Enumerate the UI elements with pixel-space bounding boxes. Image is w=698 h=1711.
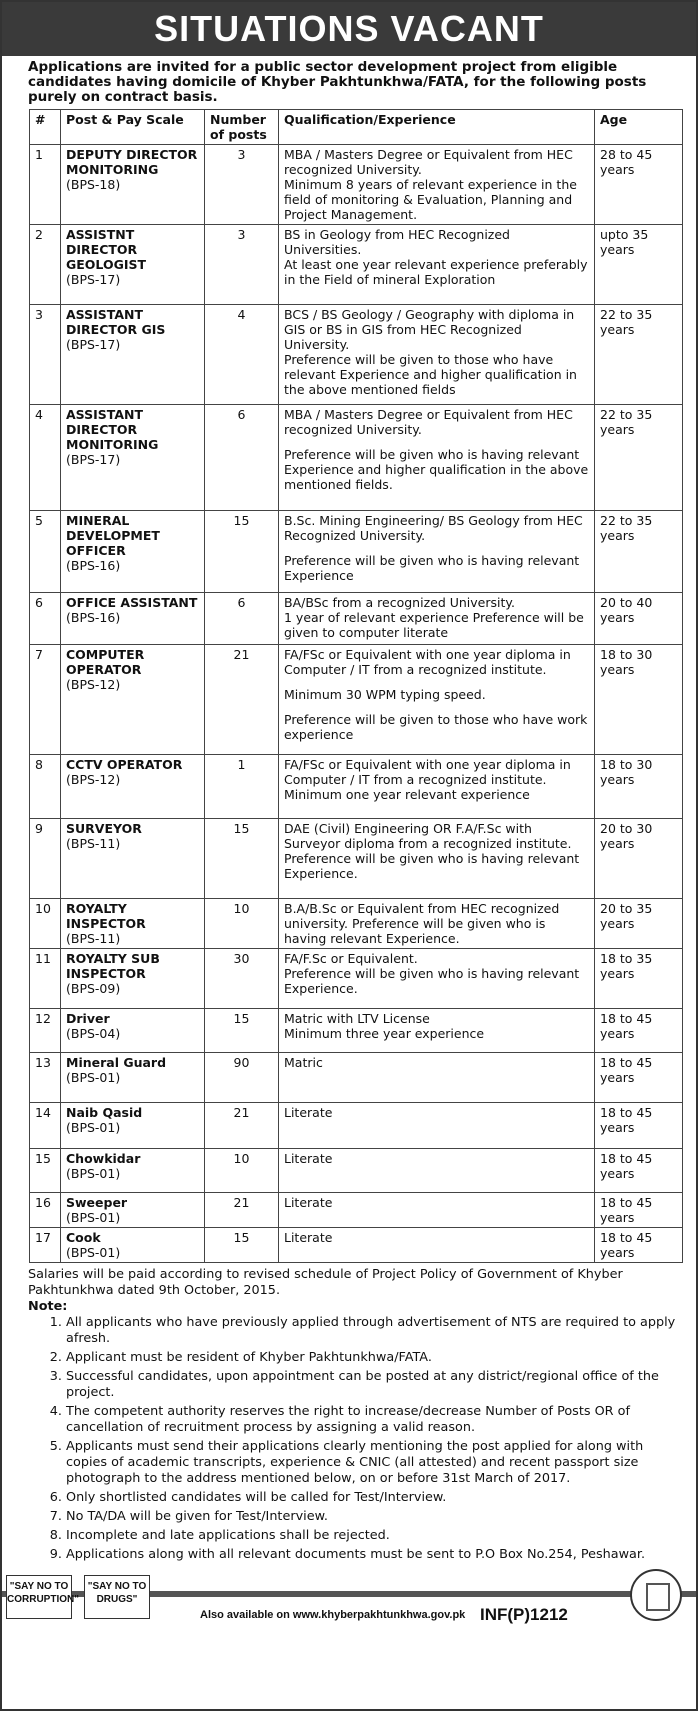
post-title: ROYALTY INSPECTOR: [66, 901, 146, 931]
post-cell: [61, 225, 205, 305]
page-title: SITUATIONS VACANT: [2, 2, 696, 56]
post-title: SURVEYOR: [66, 821, 142, 836]
pay-scale: (BPS-17): [66, 452, 121, 467]
age-limit: 18 to 45 years: [595, 1103, 683, 1149]
notes-list: [28, 1315, 678, 1563]
row-number: 7: [30, 645, 61, 755]
posts-count: 10: [205, 1149, 279, 1193]
pay-scale: (BPS-01): [66, 1210, 121, 1225]
qualification-line: FA/FSc or Equivalent with one year diploma in Computer / IT from a recognized institute.: [284, 757, 571, 787]
row-number: 14: [30, 1103, 61, 1149]
posts-count: 1: [205, 755, 279, 819]
qualification-line: Preference will be given to those who have relevant Experience and higher qualification in the above mentioned fields: [284, 352, 577, 397]
qualification-cell: [279, 645, 595, 755]
posts-count: 6: [205, 405, 279, 511]
intro-text: Applications are invited for a public sector development project from eligible candidates having domicile of Khyber Pakhtunkhwa/FATA, for the following posts purely on contract basis.: [28, 59, 647, 105]
row-number: 6: [30, 593, 61, 645]
reference-number: INF(P)1212: [480, 1605, 568, 1624]
note-item: 3. Successful candidates, upon appointment can be posted at any district/regional office of the project.: [66, 1369, 678, 1401]
pay-scale: (BPS-12): [66, 772, 121, 787]
table-row: [30, 755, 683, 819]
post-title: CCTV OPERATOR: [66, 757, 183, 772]
age-limit: 18 to 45 years: [595, 1149, 683, 1193]
age-limit: 20 to 35 years: [595, 899, 683, 949]
pay-scale: (BPS-12): [66, 677, 121, 692]
post-cell: [61, 1193, 205, 1228]
table-row: [30, 1103, 683, 1149]
pay-scale: (BPS-11): [66, 931, 121, 946]
qualification-line: B.A/B.Sc or Equivalent from HEC recognized university. Preference will be given who is having relevant Experience.: [284, 901, 560, 946]
table-row: [30, 593, 683, 645]
website-note: Also available on www.khyberpakhtunkhwa.gov.pk: [200, 1609, 466, 1621]
post-cell: [61, 1228, 205, 1263]
age-limit: upto 35 years: [595, 225, 683, 305]
posts-count: 15: [205, 819, 279, 899]
post-cell: [61, 1009, 205, 1053]
pay-scale: (BPS-16): [66, 558, 121, 573]
row-number: 15: [30, 1149, 61, 1193]
table-row: [30, 1149, 683, 1193]
qualification-cell: [279, 305, 595, 405]
qualification-cell: [279, 755, 595, 819]
notes-section: [28, 1267, 678, 1563]
age-limit: 18 to 35 years: [595, 949, 683, 1009]
post-title: ASSISTANT DIRECTOR MONITORING: [66, 407, 159, 452]
header-number: #: [30, 110, 61, 145]
pay-scale: (BPS-16): [66, 610, 121, 625]
pay-scale: (BPS-11): [66, 836, 121, 851]
post-cell: [61, 949, 205, 1009]
row-number: 1: [30, 145, 61, 225]
qualification-cell: [279, 511, 595, 593]
post-cell: [61, 899, 205, 949]
post-cell: [61, 755, 205, 819]
age-limit: 20 to 40 years: [595, 593, 683, 645]
qualification-cell: [279, 1103, 595, 1149]
row-number: 17: [30, 1228, 61, 1263]
note-item: 6. Only shortlisted candidates will be called for Test/Interview.: [66, 1490, 678, 1506]
qualification-line: Literate: [284, 1230, 333, 1245]
qualification-line: 1 year of relevant experience Preference will be given to computer literate: [284, 610, 584, 640]
age-limit: 18 to 45 years: [595, 1053, 683, 1103]
posts-count: 15: [205, 511, 279, 593]
table-row: [30, 511, 683, 593]
posts-count: 6: [205, 593, 279, 645]
qualification-line: Minimum three year experience: [284, 1026, 485, 1041]
qualification-line: At least one year relevant experience preferably in the Field of mineral Exploration: [284, 257, 588, 287]
table-row: [30, 645, 683, 755]
pay-scale: (BPS-18): [66, 177, 121, 192]
age-limit: 22 to 35 years: [595, 305, 683, 405]
qualification-line: FA/FSc or Equivalent with one year diploma in Computer / IT from a recognized institute.: [284, 647, 571, 677]
qualification-line: DAE (Civil) Engineering OR F.A/F.Sc with Surveyor diploma from a recognized institute.: [284, 821, 572, 851]
qualification-line: Minimum 30 WPM typing speed.: [284, 687, 486, 702]
qualification-cell: [279, 1053, 595, 1103]
post-title: ASSISTNT DIRECTOR GEOLOGIST: [66, 227, 147, 272]
table-row: [30, 145, 683, 225]
post-title: ASSISTANT DIRECTOR GIS: [66, 307, 166, 337]
posts-count: 21: [205, 1193, 279, 1228]
age-limit: 22 to 35 years: [595, 511, 683, 593]
qualification-cell: [279, 1149, 595, 1193]
age-limit: 18 to 30 years: [595, 755, 683, 819]
post-title: Naib Qasid: [66, 1105, 143, 1120]
table-row: [30, 949, 683, 1009]
qualification-line: Preference will be given who is having relevant Experience.: [284, 966, 580, 996]
row-number: 16: [30, 1193, 61, 1228]
post-title: Cook: [66, 1230, 101, 1245]
qualification-line: Literate: [284, 1105, 333, 1120]
table-row: [30, 405, 683, 511]
pay-scale: (BPS-01): [66, 1120, 121, 1135]
qualification-line: Preference will be given who is having relevant Experience: [284, 553, 580, 583]
qualification-cell: [279, 593, 595, 645]
age-limit: 18 to 45 years: [595, 1193, 683, 1228]
posts-count: 3: [205, 225, 279, 305]
post-title: Chowkidar: [66, 1151, 141, 1166]
post-cell: [61, 405, 205, 511]
post-cell: [61, 305, 205, 405]
pay-scale: (BPS-09): [66, 981, 121, 996]
government-seal-icon: [630, 1569, 682, 1621]
salary-note: Salaries will be paid according to revised schedule of Project Policy of Government of Khyber Pakhtunkhwa dated 9th October, 2015.: [28, 1267, 623, 1298]
posts-count: 10: [205, 899, 279, 949]
header-qualification: Qualification/Experience: [279, 110, 595, 145]
header-post: Post & Pay Scale: [61, 110, 205, 145]
vacancies-table: [29, 109, 683, 1263]
table-row: [30, 819, 683, 899]
qualification-line: Literate: [284, 1195, 333, 1210]
post-title: ROYALTY SUB INSPECTOR: [66, 951, 160, 981]
age-limit: 18 to 30 years: [595, 645, 683, 755]
age-limit: 18 to 45 years: [595, 1009, 683, 1053]
qualification-line: Minimum one year relevant experience: [284, 787, 530, 802]
table-row: [30, 1193, 683, 1228]
table-row: [30, 1053, 683, 1103]
age-limit: 18 to 45 years: [595, 1228, 683, 1263]
qualification-line: Preference will be given who is having relevant Experience.: [284, 851, 580, 881]
notes-title: Note:: [28, 1299, 68, 1314]
age-limit: 22 to 35 years: [595, 405, 683, 511]
qualification-cell: [279, 1009, 595, 1053]
age-limit: 28 to 45 years: [595, 145, 683, 225]
row-number: 5: [30, 511, 61, 593]
table-row: [30, 1009, 683, 1053]
post-title: OFFICE ASSISTANT: [66, 595, 198, 610]
qualification-line: BCS / BS Geology / Geography with diploma in GIS or BS in GIS from HEC Recognized University.: [284, 307, 575, 352]
note-item: 5. Applicants must send their applications clearly mentioning the post applied for along with copies of academic transcripts, experience & CNIC (all attested) and recent passport size photograph to the address mentioned below, on or before 31st March of 2017.: [66, 1439, 678, 1487]
slogan-drugs: "SAY NO TO DRUGS": [84, 1575, 150, 1619]
posts-count: 21: [205, 645, 279, 755]
row-number: 13: [30, 1053, 61, 1103]
post-cell: [61, 819, 205, 899]
post-title: DEPUTY DIRECTOR MONITORING: [66, 147, 198, 177]
footer: [2, 1569, 696, 1635]
qualification-line: Minimum 8 years of relevant experience in the field of monitoring & Evaluation, Planning and Project Management.: [284, 177, 577, 222]
qualification-line: Matric: [284, 1055, 323, 1070]
note-item: 8. Incomplete and late applications shall be rejected.: [66, 1528, 678, 1544]
post-cell: [61, 1053, 205, 1103]
qualification-line: MBA / Masters Degree or Equivalent from HEC recognized University.: [284, 147, 573, 177]
posts-count: 3: [205, 145, 279, 225]
table-row: [30, 305, 683, 405]
row-number: 3: [30, 305, 61, 405]
row-number: 4: [30, 405, 61, 511]
qualification-cell: [279, 1193, 595, 1228]
header-age: Age: [595, 110, 683, 145]
qualification-line: B.Sc. Mining Engineering/ BS Geology from HEC Recognized University.: [284, 513, 583, 543]
row-number: 8: [30, 755, 61, 819]
qualification-line: Preference will be given who is having relevant Experience and higher qualification in the above mentioned fields.: [284, 447, 589, 492]
table-header-row: [30, 110, 683, 145]
post-cell: [61, 145, 205, 225]
qualification-cell: [279, 405, 595, 511]
age-limit: 20 to 30 years: [595, 819, 683, 899]
pay-scale: (BPS-01): [66, 1245, 121, 1260]
slogan-corruption: "SAY NO TO CORRUPTION": [6, 1575, 72, 1619]
post-title: Mineral Guard: [66, 1055, 167, 1070]
row-number: 10: [30, 899, 61, 949]
row-number: 9: [30, 819, 61, 899]
posts-count: 90: [205, 1053, 279, 1103]
post-title: COMPUTER OPERATOR: [66, 647, 145, 677]
qualification-line: Matric with LTV License: [284, 1011, 430, 1026]
note-item: 1. All applicants who have previously applied through advertisement of NTS are required to apply afresh.: [66, 1315, 678, 1347]
pay-scale: (BPS-17): [66, 337, 121, 352]
post-title: MINERAL DEVELOPMET OFFICER: [66, 513, 160, 558]
post-cell: [61, 511, 205, 593]
post-cell: [61, 1149, 205, 1193]
posts-count: 15: [205, 1228, 279, 1263]
row-number: 2: [30, 225, 61, 305]
qualification-line: BS in Geology from HEC Recognized Universities.: [284, 227, 510, 257]
note-item: 9. Applications along with all relevant documents must be sent to P.O Box No.254, Peshawar.: [66, 1547, 678, 1563]
table-row: [30, 899, 683, 949]
posts-count: 30: [205, 949, 279, 1009]
post-cell: [61, 645, 205, 755]
header-posts-count: Number of posts: [205, 110, 279, 145]
posts-count: 21: [205, 1103, 279, 1149]
qualification-line: MBA / Masters Degree or Equivalent from HEC recognized University.: [284, 407, 573, 437]
posts-count: 15: [205, 1009, 279, 1053]
pay-scale: (BPS-04): [66, 1026, 121, 1041]
qualification-line: FA/F.Sc or Equivalent.: [284, 951, 418, 966]
post-cell: [61, 593, 205, 645]
post-title: Sweeper: [66, 1195, 128, 1210]
qualification-line: Preference will be given to those who have work experience: [284, 712, 588, 742]
post-cell: [61, 1103, 205, 1149]
note-item: 2. Applicant must be resident of Khyber Pakhtunkhwa/FATA.: [66, 1350, 678, 1366]
qualification-line: Literate: [284, 1151, 333, 1166]
qualification-line: BA/BSc from a recognized University.: [284, 595, 515, 610]
post-title: Driver: [66, 1011, 110, 1026]
qualification-cell: [279, 1228, 595, 1263]
note-item: 4. The competent authority reserves the right to increase/decrease Number of Posts OR of cancellation of recruitment process by assigning a valid reason.: [66, 1404, 678, 1436]
table-row: [30, 1228, 683, 1263]
row-number: 12: [30, 1009, 61, 1053]
pay-scale: (BPS-01): [66, 1070, 121, 1085]
qualification-cell: [279, 145, 595, 225]
pay-scale: (BPS-17): [66, 272, 121, 287]
qualification-cell: [279, 225, 595, 305]
table-row: [30, 225, 683, 305]
qualification-cell: [279, 899, 595, 949]
posts-count: 4: [205, 305, 279, 405]
qualification-cell: [279, 949, 595, 1009]
note-item: 7. No TA/DA will be given for Test/Interview.: [66, 1509, 678, 1525]
pay-scale: (BPS-01): [66, 1166, 121, 1181]
qualification-cell: [279, 819, 595, 899]
row-number: 11: [30, 949, 61, 1009]
